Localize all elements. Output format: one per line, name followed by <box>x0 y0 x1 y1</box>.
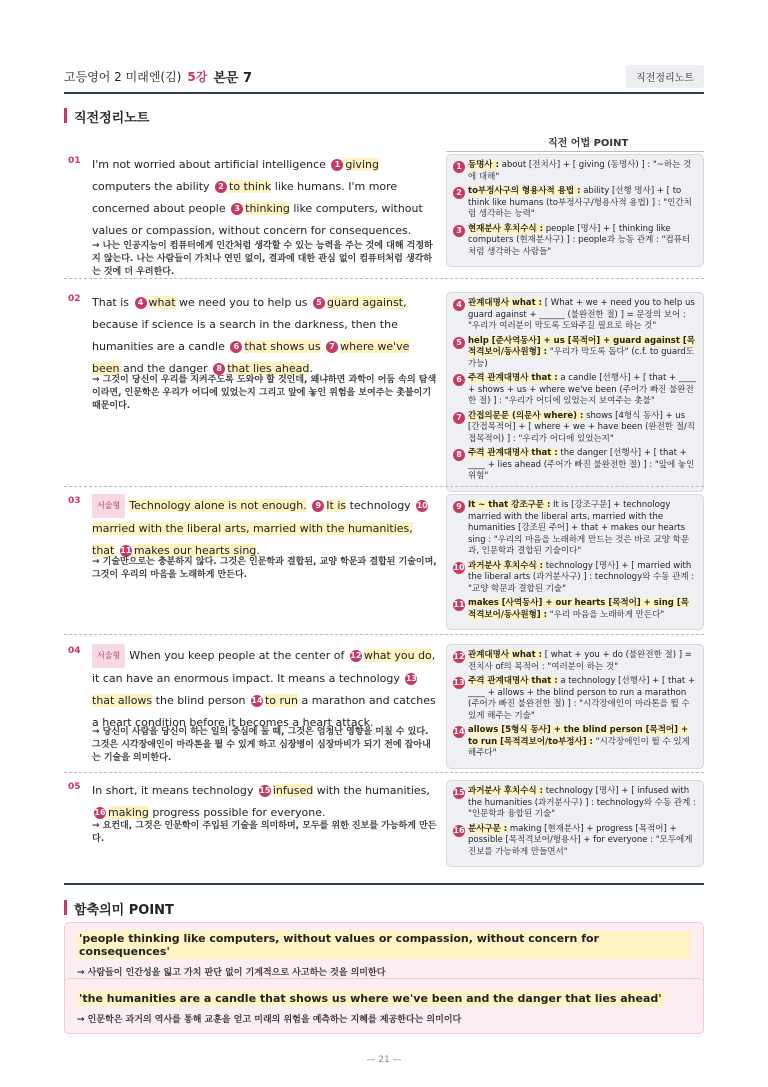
point-marker: 3 <box>453 225 465 237</box>
grammar-explanation: ability [선행 명사] + [ to think like humans (to부정사구/형용사적 용법) ] : "인간처럼 생각하는 능력" <box>468 186 692 219</box>
grammar-explanation: "시각장애인이 뛸 수 있게 해주다" <box>468 736 690 758</box>
korean-translation: → 기술만으로는 충분하지 않다. 그것은 인문학과 결합된, 교양 학문과 결합된 기술이며, 그것이 우리의 마음을 노래하게 만든다. <box>92 557 437 580</box>
grammar-key: to부정사구의 형용사적 용법 : <box>468 186 581 196</box>
highlighted-phrase: Technology alone is not enough. <box>129 499 307 512</box>
sentence-text: with the humanities, <box>313 784 430 797</box>
grammar-explanation: making [현재분사] + progress [목적어] + possible [목적격보어/형용사] + for everyone : "모두에게 진보를 가능하게 만들면서" <box>468 823 693 857</box>
point-marker: 13 <box>405 674 417 683</box>
highlighted-phrase: giving <box>345 158 379 171</box>
point-marker: 7 <box>326 341 338 353</box>
point-marker: 14 <box>453 727 465 736</box>
header-left <box>64 67 252 86</box>
grammar-explanation: technology [명사] + [ married with the liberal arts (과거분사구) ] : technology와 수동 관계 : "교양 학문과 결합된 기술" <box>468 560 695 594</box>
korean-translation: → 그것이 당신이 우리를 지켜주도록 도와야 할 것인데, 왜냐하면 과학이 어둠 속의 탐색이라면, 인문학은 우리가 어디에 있었는지 그리고 앞에 놓인 위험을 보여주는 촛불이기 때문이다. <box>92 375 437 411</box>
sentence-text: technology <box>346 499 415 512</box>
sentence-text: a marathon and catches a heart condition before it becomes a heart attack. <box>92 694 436 729</box>
point-marker: 12 <box>350 651 362 660</box>
highlighted-phrase: that allows <box>92 694 153 707</box>
point-marker: 2 <box>215 181 227 193</box>
passage-title: 본문 7 <box>213 70 253 86</box>
grammar-point-item <box>453 650 697 673</box>
header-divider <box>64 92 704 94</box>
grammar-key: 관계대명사 what : <box>468 298 543 308</box>
section-title-implication: 함축의미 POINT <box>64 899 174 918</box>
english-sentence <box>92 780 438 824</box>
point-marker: 14 <box>251 696 263 705</box>
grammar-key: 간접의문문 (의문사 where) : <box>468 410 584 421</box>
highlighted-phrase: to think <box>229 180 272 193</box>
point-marker: 8 <box>213 363 225 375</box>
highlighted-phrase: guard against <box>327 296 404 309</box>
grammar-point-item <box>453 186 697 221</box>
sentence-text: , it can have an enormous impact. It means a technology <box>92 649 436 685</box>
implication-answer: → 인문학은 과거의 역사를 통해 교훈을 얻고 미래의 위험을 예측하는 지혜를 제공한다는 의미이다 <box>77 1015 462 1025</box>
grammar-key: 동명사 : <box>468 160 499 170</box>
english-sentence <box>92 154 438 242</box>
point-marker: 6 <box>453 374 465 386</box>
point-marker: 10 <box>416 501 428 510</box>
sentence-text: . <box>309 362 313 375</box>
grammar-explanation: technology [명사] + [ infused with the humanities (과거분사구) ] : technology와 수동 관계 : "인문학과 융합된 기술" <box>468 786 696 819</box>
grammar-explanation: "우리 마음을 노래하게 만든다" <box>547 609 665 620</box>
point-marker: 15 <box>453 788 465 797</box>
lesson-number: 5강 <box>187 69 208 84</box>
sentence-text: When you keep people at the center of <box>129 649 348 662</box>
grammar-point-item <box>453 336 697 371</box>
row-separator <box>64 278 704 279</box>
grammar-explanation: about [전치사] + [ giving (동명사) ] : "~하는 것에 대해" <box>468 160 692 182</box>
grammar-point-item <box>453 676 697 722</box>
sentence-text: , because if science is a search in the darkness, then the humanities are a candle <box>92 296 407 353</box>
sentence-text: like humans. I'm more concerned about people <box>92 180 398 215</box>
course-name: 고등영어 2 미래엔(김) <box>64 69 182 84</box>
sentence-text: That is <box>92 296 133 309</box>
grammar-point-item <box>453 598 697 621</box>
highlighted-phrase: It is <box>326 499 347 512</box>
grammar-explanation: people [명사] + [ thinking like computers (현재분사구) ] : people과 능동 관계 : "컴퓨터처럼 생각하는 사람들" <box>468 223 691 257</box>
grammar-point-divider <box>446 151 704 152</box>
grammar-point-box <box>446 494 704 630</box>
point-marker: 16 <box>94 808 106 817</box>
point-marker: 9 <box>453 501 465 513</box>
grammar-key: 분사구문 : <box>468 823 508 834</box>
highlighted-phrase: makes our hearts sing <box>133 544 257 557</box>
grammar-point-item <box>453 298 697 333</box>
grammar-point-box <box>446 780 704 867</box>
highlighted-phrase: what you do <box>363 649 432 662</box>
grammar-key: 현재분사 후치수식 : <box>468 223 544 234</box>
point-marker: 2 <box>453 187 465 199</box>
point-marker: 10 <box>453 562 465 572</box>
grammar-key: 과거분사 후치수식 : <box>468 560 544 571</box>
grammar-point-box <box>446 154 704 267</box>
highlighted-phrase: what <box>148 296 176 309</box>
implication-box-2 <box>64 978 704 1034</box>
point-marker: 12 <box>453 652 465 661</box>
grammar-key: 과거분사 후치수식 : <box>468 786 544 796</box>
grammar-explanation: the danger [선행사] + [ that + ____ + lies ahead (주어가 빠진 불완전한 절) ] : "앞에 놓인 위험" <box>468 448 695 481</box>
english-sentence <box>92 292 438 380</box>
highlighted-phrase: making <box>108 806 149 819</box>
row-separator <box>64 486 704 487</box>
grammar-key: 주격 관계대명사 that : <box>468 448 558 458</box>
point-marker: 3 <box>231 203 243 215</box>
sentence-text <box>307 499 311 512</box>
grammar-explanation: It is [강조구문] + technology married with the liberal arts, married with the humanities [강조된 주어] + that + makes our hearts sing : "우리의 마음을 노래하게 만드는 것은 바로 교양 학문과, 인문학과 결합된 기술이다" <box>468 500 690 556</box>
implication-quote: 'the humanities are a candle that shows us where we've been and the danger that lies ahead' <box>79 992 662 1005</box>
grammar-explanation: a technology [선행사] + [ that + ____ + allows + the blind person to run a marathon (주어가 빠진 불완전한 절) ] : "시각장애인이 마라톤을 뛸 수 있게 해주는 기술" <box>468 676 696 721</box>
grammar-point-item <box>453 725 697 760</box>
row-number: 03 <box>68 496 81 506</box>
korean-translation: → 당신이 사람을 당신이 하는 일의 중심에 둘 때, 그것은 엄청난 영향을 미칠 수 있다. 그것은 시각장애인이 마라톤을 뛸 수 있게 하고 심장병이 심장마비가 되기 전에 잡아내는 기술을 의미한다. <box>92 727 431 763</box>
row-number: 04 <box>68 646 81 656</box>
grammar-explanation: a candle [선행사] + [ that + ____ + shows + us + where we've been (주어가 빠진 불완전한 절) ] : "우리가 어디에 있었는지 보여주는 촛불" <box>468 373 696 406</box>
point-marker: 7 <box>453 412 465 424</box>
sentence-text: I'm not worried about artificial intelligence <box>92 158 330 171</box>
grammar-key: help [준사역동사] + us [목적어] + guard against [목적격보어/동사원형] : <box>468 335 695 357</box>
section-divider <box>64 883 704 885</box>
sentence-text: . <box>256 544 260 557</box>
highlighted-phrase: married with the liberal arts, married with the humanities, that <box>92 522 413 557</box>
grammar-explanation: [ what + you + do (불완전한 절) ] = 전치사 of의 목적어 : "여러분이 하는 것" <box>468 650 692 672</box>
grammar-point-box <box>446 644 704 769</box>
point-marker: 5 <box>453 337 465 349</box>
header-badge: 직전정리노트 <box>626 65 704 88</box>
highlighted-phrase: that lies ahead <box>227 362 310 375</box>
grammar-point-item <box>453 824 697 859</box>
row-separator <box>64 634 704 635</box>
korean-translation: → 요컨대, 그것은 인문학이 주입된 기술을 의미하며, 모두를 위한 진보를 가능하게 만든다. <box>92 821 437 844</box>
grammar-point-item <box>453 373 697 408</box>
page-number: — 21 — <box>366 1055 402 1065</box>
grammar-point-item <box>453 561 697 596</box>
sentence-text: computers the ability <box>92 180 214 193</box>
grammar-key: allows [5형식 동사] + the blind person [목적어] + to run [목적격보어/to부정사] : <box>468 725 689 747</box>
korean-translation: → 나는 인공지능이 컴퓨터에게 인간처럼 생각할 수 있는 능력을 주는 것에 대해 걱정하지 않는다. 나는 사람들이 가치나 연민 없이, 결과에 대한 관심 없이 컴퓨터처럼 생각하는 것에 더 우려한다. <box>92 241 433 277</box>
highlighted-phrase: to run <box>264 694 298 707</box>
grammar-point-item <box>453 224 697 259</box>
grammar-explanation: shows [4형식 동사] + us [간접목적어] + [ where + we + have been (완전한 절/직접목적어) ] : "우리가 어디에 있었는지" <box>468 410 696 444</box>
grammar-key: makes [사역동사] + our hearts [목적어] + sing [목적격보어/동사원형] : <box>468 598 689 620</box>
point-marker: 1 <box>453 161 465 173</box>
sentence-text: progress possible for everyone. <box>148 806 326 819</box>
grammar-explanation: [ What + we + need you to help us guard against + ______ (불완전한 절) ] = 문장의 보어 : "우리가 여러분이 막도록 도와주길 필요로 하는 것" <box>468 298 695 331</box>
grammar-point-label: 직전 어법 POINT <box>548 138 629 149</box>
english-sentence <box>92 644 438 734</box>
sentence-text: like computers, without values or compassion, without concern for consequences. <box>92 202 423 237</box>
point-marker: 4 <box>135 297 147 309</box>
grammar-point-item <box>453 448 697 483</box>
point-marker: 11 <box>453 600 465 609</box>
point-marker: 6 <box>230 341 242 353</box>
grammar-point-item <box>453 500 697 558</box>
grammar-key: 주격 관계대명사 that : <box>468 373 558 383</box>
grammar-point-item <box>453 786 697 821</box>
point-marker: 1 <box>331 159 343 171</box>
point-marker: 11 <box>120 546 132 555</box>
row-number: 02 <box>68 294 81 304</box>
sentence-text: and the danger <box>119 362 212 375</box>
grammar-point-item <box>453 160 697 183</box>
sentence-text: we need you to help us <box>175 296 312 309</box>
grammar-key: 관계대명사 what : <box>468 650 543 660</box>
highlighted-phrase: where we've been <box>92 340 410 375</box>
grammar-explanation: "우리가 막도록 돕다" (c.f. to guard도 가능) <box>468 347 695 369</box>
row-number: 05 <box>68 782 81 792</box>
implication-answer: → 사람들이 인간성을 잃고 가치 판단 없이 기계적으로 사고하는 것을 의미한다 <box>77 968 386 978</box>
row-separator <box>64 772 704 773</box>
essay-tag: 서술형 <box>92 644 125 668</box>
point-marker: 4 <box>453 299 465 311</box>
grammar-key: 주격 관계대명사 that : <box>468 676 558 686</box>
sentence-text: the blind person <box>152 694 249 707</box>
highlighted-phrase: infused <box>272 784 314 797</box>
point-marker: 16 <box>453 825 465 835</box>
essay-tag: 서술형 <box>92 494 125 518</box>
sentence-text <box>321 340 325 353</box>
highlighted-phrase: that shows us <box>244 340 321 353</box>
grammar-key: It ~ that 강조구문 : <box>468 500 551 510</box>
grammar-point-item <box>453 411 697 446</box>
point-marker: 8 <box>453 449 465 461</box>
page-header <box>64 62 704 90</box>
implication-quote: 'people thinking like computers, without values or compassion, without concern for consequences' <box>77 931 691 959</box>
highlighted-phrase: thinking <box>245 202 290 215</box>
section-title-notes: 직전정리노트 <box>64 107 149 126</box>
point-marker: 9 <box>312 500 324 512</box>
point-marker: 13 <box>453 678 465 687</box>
row-number: 01 <box>68 156 81 166</box>
grammar-point-box <box>446 292 704 492</box>
point-marker: 15 <box>259 786 271 795</box>
sentence-text: In short, it means technology <box>92 784 257 797</box>
english-sentence <box>92 494 438 562</box>
point-marker: 5 <box>313 297 325 309</box>
